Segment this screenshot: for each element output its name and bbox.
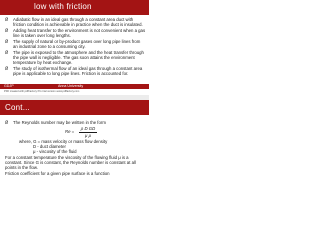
arrow-bullet-icon: Ø — [5, 39, 9, 44]
arrow-bullet-icon: Ø — [5, 17, 9, 22]
bullet-item — [5, 39, 146, 49]
bullet-text: The Reynolds number may be written in the form — [13, 120, 106, 125]
formula-lhs: Re = — [65, 129, 75, 134]
bullet-text: The study of isothermal flow of an ideal gas through a constant area pipe is applicable to long pipe lines. Friction is accounted for. — [13, 66, 143, 76]
arrow-bullet-icon: Ø — [5, 50, 9, 55]
bullet-text: Adding heat transfer to the environment is not convenient when a gas line is taken over long lengths. — [13, 28, 146, 38]
definition-line: D - duct diameter — [33, 144, 66, 149]
slide-title: low with friction — [34, 2, 92, 11]
slide-continued — [0, 100, 149, 198]
slide-body — [5, 120, 146, 176]
arrow-bullet-icon: Ø — [5, 28, 9, 33]
bullet-text: Adiabatic flow in an ideal gas through a constant area duct with friction condition is achievable in practice when the duct is insulated. — [13, 17, 143, 27]
formula-denominator: μ μ — [85, 133, 91, 138]
bullet-item — [5, 50, 146, 65]
bullet-item — [5, 66, 146, 76]
slide-title: Cont... — [5, 103, 30, 112]
bullet-text: The supply of natural or by-product gases over long pipe lines from an industrial zone to a consuming city. — [13, 39, 141, 49]
footer-author: GDJP — [4, 84, 14, 88]
formula-numerator: ρ D GD — [80, 126, 96, 131]
bullet-item — [5, 28, 146, 38]
slide-footer — [0, 84, 149, 89]
where-clause: where, G = mass velocity or mass flow density — [19, 139, 108, 144]
bullet-text: The pipe is exposed to the atmosphere and the heat transfer through the pipe wall is negligible. The gas soon attains the environment temperature by heat exchange. — [13, 50, 144, 65]
bullet-list — [5, 17, 146, 77]
slide-title-bar — [0, 0, 149, 15]
paragraph: For a constant temperature the viscosity of the flowing fluid μ is a constant. Since G is constant, the Reynolds number is constant at all points in the flow. — [5, 155, 136, 170]
arrow-bullet-icon: Ø — [5, 120, 9, 125]
bullet-item — [5, 17, 146, 27]
arrow-bullet-icon: Ø — [5, 66, 9, 71]
slide-title-bar — [0, 100, 149, 115]
slide-isothermal-flow — [0, 0, 149, 95]
footer-institution: Anna University — [58, 84, 84, 88]
bullet-item — [5, 120, 146, 125]
formula-fraction — [79, 126, 97, 138]
reynolds-formula — [65, 126, 105, 138]
pdf-watermark-text: PDF created with pdfFactory Pro trial version www.pdffactory.com — [4, 90, 80, 93]
definition-line: μ - viscosity of the fluid — [33, 149, 77, 154]
paragraph: Friction coefficient for a given pipe surface is a function — [5, 171, 110, 176]
